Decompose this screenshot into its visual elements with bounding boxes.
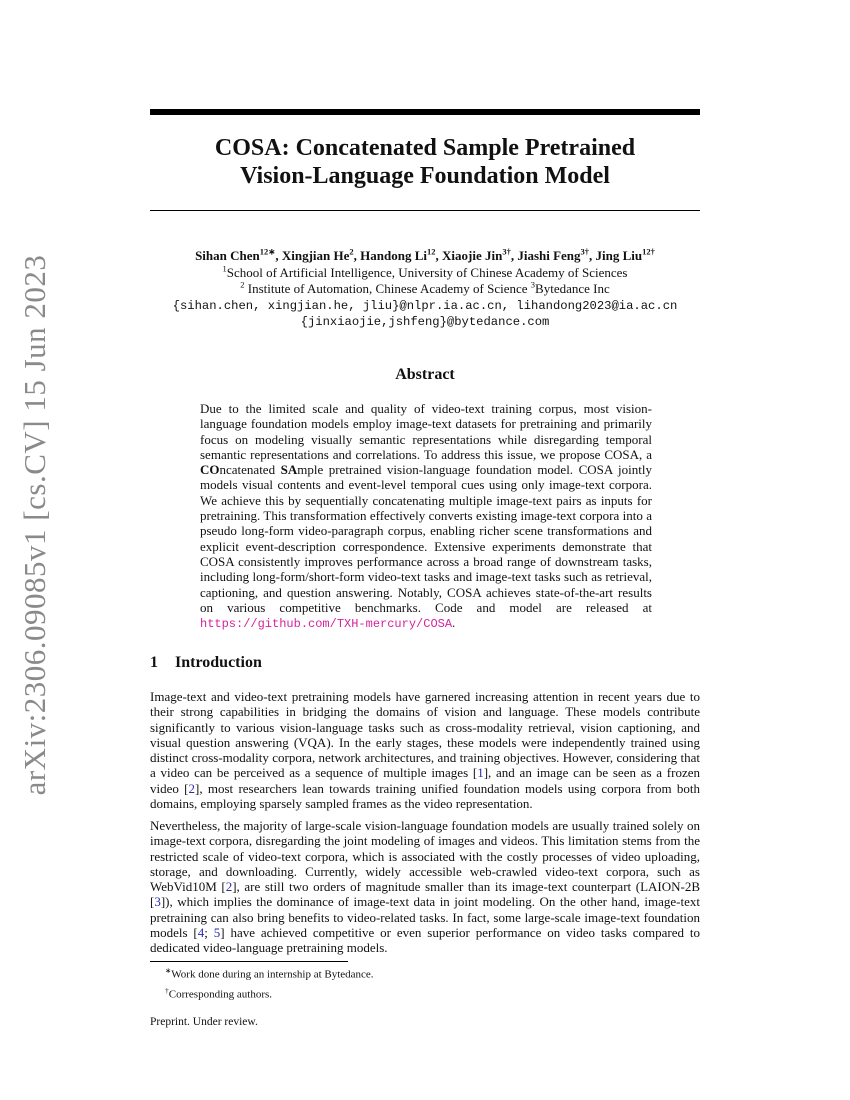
- affiliation-mark: 3: [530, 279, 536, 290]
- abstract-text: [200, 401, 652, 632]
- section-heading-introduction: [150, 654, 262, 672]
- abstract-segment: .: [452, 615, 456, 631]
- author-affiliation-mark: 2: [349, 246, 354, 257]
- author-names: Sihan Chen$^{12∗}$, Xingjian He$^2$, Handong Li$^{12}$, Xiaojie Jin$^{3\dagger}$, Jiashi Feng$^{3\dagger}$, Jing Liu$^{12\dagger}$: [195, 246, 655, 263]
- author-name: Jiashi Feng: [517, 248, 581, 263]
- abstract-segment: Due to the limited scale and quality of video-text training corpus, most vision-language foundation models employ image-text datasets for pretraining and primarily focus on modeling visually semantic representations while disregarding temporal semantic representations and correlations. To address this issue, we propose COSA, a: [200, 401, 652, 462]
- author-name: Handong Li: [360, 248, 428, 263]
- footnote-mark: †: [165, 985, 169, 995]
- abstract-heading: Abstract: [395, 366, 455, 383]
- abstract-bold: CO: [200, 462, 220, 478]
- affiliation-mark: 2: [240, 279, 245, 290]
- paragraph-text: ;: [204, 924, 214, 940]
- preprint-notice: Preprint. Under review.: [150, 1016, 258, 1028]
- abstract-segment: ncatenated: [219, 462, 281, 478]
- arxiv-sidebar: [0, 0, 70, 1100]
- author-affiliation-mark: 3†: [502, 246, 511, 257]
- author-name: Sihan Chen: [195, 248, 260, 263]
- paragraph-text: ], and an image can be seen as a frozen video [: [150, 765, 701, 796]
- author-emails-1: {sihan.chen, xingjian.he, jliu}@nlpr.ia.ac.cn, lihandong2023@ia.ac.cn: [172, 298, 678, 313]
- arxiv-identifier: arXiv:2306.09085v1 [cs.CV] 15 Jun 2023: [17, 254, 52, 796]
- citation-link[interactable]: 2: [188, 780, 196, 796]
- footnote-mark: ∗: [165, 966, 172, 975]
- author-name: Jing Liu: [595, 248, 643, 263]
- paper-title: [150, 134, 700, 190]
- abstract-bold: SA: [280, 462, 298, 478]
- author-name: Xingjian He: [281, 248, 350, 263]
- citation-link[interactable]: 4: [197, 924, 205, 940]
- code-repository-link[interactable]: https://github.com/TXH-mercury/COSA: [200, 617, 453, 632]
- author-name: Xiaojie Jin: [442, 248, 503, 263]
- section-number: 1: [150, 654, 158, 671]
- author-block: [150, 248, 700, 331]
- citation-link[interactable]: 5: [213, 924, 221, 940]
- intro-paragraph-2: [150, 818, 700, 955]
- intro-paragraph-1: [150, 689, 700, 811]
- affiliation-1: [150, 265, 700, 282]
- title-line-1: COSA: Concatenated Sample Pretrained: [214, 135, 636, 161]
- affiliation-text: Bytedance Inc: [535, 281, 610, 296]
- title-bottom-rule: [150, 210, 700, 211]
- citation-link[interactable]: 2: [225, 879, 233, 894]
- citation-link[interactable]: 3: [154, 894, 161, 910]
- footnote-text: Work done during an internship at Bytedance.: [171, 968, 374, 981]
- author-affiliation-mark: 12: [427, 246, 436, 257]
- paragraph-text: ], most researchers lean towards training unified foundation models using corpora from both domains, employing sparsely sampled frames as the video representation.: [150, 780, 701, 811]
- author-affiliation-mark: 3†: [580, 246, 590, 257]
- paragraph-text: Nevertheless, the majority of large-scale vision-language foundation models are usually trained solely on image-text corpora, disregarding the joint modeling of images and videos. This limitation stems from the restricted scale of video-text corpora, which is associated with the costly processes of video uploading, storage, and downloading. Currently, widely accessible web-crawled video-text corpora, such as WebVid10M [: [150, 818, 700, 894]
- abstract-segment: mple pretrained vision-language foundation model. COSA jointly models visual contents and event-level temporal cues using only image-text corpora. We achieve this by sequentially concatenating multiple image-text pairs as inputs for pretraining. This transformation effectively converts existing image-text corpora into a pseudo long-form video-paragraph corpus, enabling richer scene transformations and explicit event-description correspondence. Extensive experiments demonstrate that COSA consistently improves performance across a broad range of downstream tasks, including long-form/short-form video-text tasks and image-text tasks such as retrieval, captioning, and question answering. Notably, COSA achieves state-of-the-art results on various competitive benchmarks. Code and model are released at: [200, 462, 652, 615]
- footnote: [165, 963, 374, 983]
- affiliation-2-3: [150, 281, 700, 298]
- author-affiliation-mark: 12†: [642, 246, 655, 257]
- footnotes: [165, 963, 374, 1002]
- footnote-text: Corresponding authors.: [168, 988, 273, 1001]
- footnote: [165, 983, 374, 1003]
- author-affiliation-mark: 12∗: [259, 246, 276, 257]
- title-top-rule: [150, 109, 700, 115]
- paragraph-text: ]), which implies the dominance of image-text data in joint modeling. On the other hand, image-text pretraining can also bring benefits to video-related tasks. In fact, some large-scale image-text foundation models [: [150, 894, 700, 940]
- paragraph-text: ] have achieved competitive or even superior performance on video tasks compared to dedicated video-language pretraining models.: [150, 924, 700, 955]
- affiliation-text: School of Artificial Intelligence, University of Chinese Academy of Sciences: [226, 264, 628, 280]
- paragraph-text: ], are still two orders of magnitude smaller than its image-text counterpart (LAION-2B [: [150, 879, 701, 910]
- paragraph-text: Image-text and video-text pretraining models have garnered increasing attention in recent years due to their strong capabilities in bridging the domains of vision and language. These models contribute significantly to various vision-language tasks such as cross-modality retrieval, vision captioning, and visual question answering (VQA). In the early stages, these models were independently trained using distinct cross-modality corpora, network architectures, and training objectives. However, considering that a video can be perceived as a sequence of multiple images [: [150, 689, 700, 781]
- footnote-rule: [150, 961, 348, 962]
- title-line-2: Vision-Language Foundation Model: [240, 163, 610, 189]
- citation-link[interactable]: 1: [477, 765, 484, 781]
- author-emails-2: {jinxiaojie,jshfeng}@bytedance.com: [300, 315, 550, 329]
- affiliation-text: Institute of Automation, Chinese Academy of Science: [244, 281, 531, 296]
- affiliation-mark: 1: [222, 263, 227, 274]
- section-title: Introduction: [175, 654, 262, 671]
